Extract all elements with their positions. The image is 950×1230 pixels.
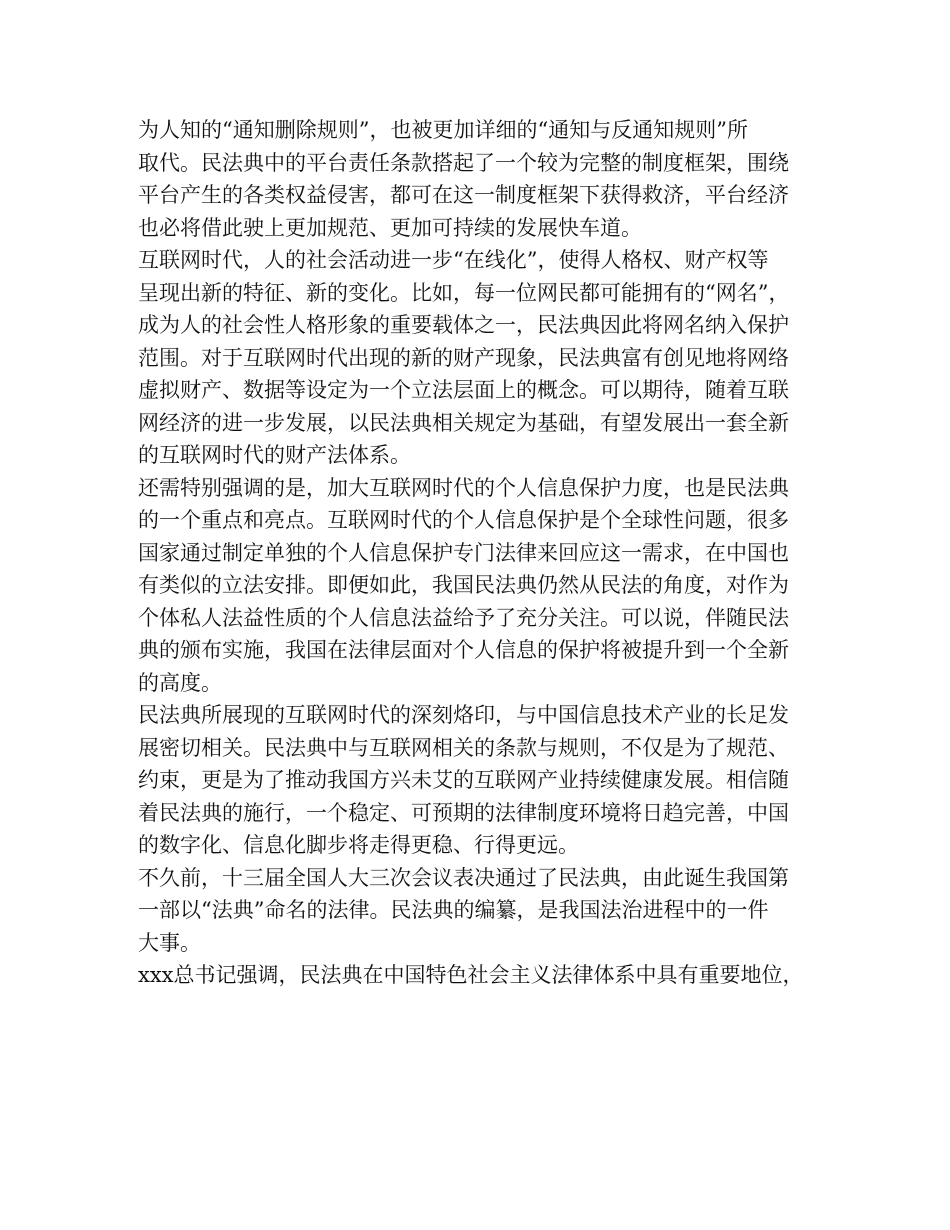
text-line: 的互联网时代的财产法体系。 (138, 443, 411, 467)
text-line: 不久前，十三届全国人大三次会议表决通过了民法典，由此诞生我国第 (138, 865, 789, 890)
paragraph-internet-industry (138, 699, 828, 862)
paragraph-personal-information (138, 472, 828, 700)
text-line: 个体私人法益性质的个人信息法益给予了充分关注。可以说，伴随民法 (138, 605, 789, 630)
paragraph-emphasis (138, 959, 828, 992)
document-page (138, 114, 828, 992)
text-line: 呈现出新的特征、新的变化。比如，每一位网民都可能拥有的“网名”， (138, 280, 790, 305)
text-line: 典的颁布实施，我国在法律层面对个人信息的保护将被提升到一个全新 (138, 638, 789, 662)
text-line: 成为人的社会性人格形象的重要载体之一，民法典因此将网名纳入保护 (138, 313, 789, 337)
paragraph-civil-code-adoption (138, 862, 828, 960)
text-line: 约束，更是为了推动我国方兴未艾的互联网产业持续健康发展。相信随 (138, 768, 789, 792)
text-line: 展密切相关。民法典中与互联网相关的条款与规则，不仅是为了规范、 (138, 735, 789, 760)
text-line: xxx总书记强调，民法典在中国特色社会主义法律体系中具有重要地位， (138, 963, 804, 987)
text-line: 的高度。 (138, 670, 222, 695)
text-line: 为人知的“通知删除规则”，也被更加详细的“通知与反通知规则”所 (138, 118, 748, 142)
paragraph-online-rights (138, 244, 828, 472)
text-line: 的数字化、信息化脚步将走得更稳、行得更远。 (138, 833, 579, 857)
text-line: 也必将借此驶上更加规范、更加可持续的发展快车道。 (138, 215, 642, 240)
text-line: 网经济的进一步发展，以民法典相关规定为基础，有望发展出一套全新 (138, 410, 789, 435)
text-line: 一部以“法典”命名的法律。民法典的编纂，是我国法治进程中的一件 (138, 898, 769, 922)
text-line: 有类似的立法安排。即便如此，我国民法典仍然从民法的角度，对作为 (138, 573, 789, 597)
text-line: 平台产生的各类权益侵害，都可在这一制度框架下获得救济，平台经济 (138, 183, 789, 207)
text-line: 民法典所展现的互联网时代的深刻烙印，与中国信息技术产业的长足发 (138, 703, 789, 727)
text-line: 还需特别强调的是，加大互联网时代的个人信息保护力度，也是民法典 (138, 475, 789, 500)
text-line: 大事。 (138, 930, 201, 955)
text-line: 着民法典的施行，一个稳定、可预期的法律制度环境将日趋完善，中国 (138, 800, 789, 825)
text-line: 范围。对于互联网时代出现的新的财产现象，民法典富有创见地将网络 (138, 345, 789, 370)
text-line: 的一个重点和亮点。互联网时代的个人信息保护是个全球性问题，很多 (138, 508, 789, 532)
text-line: 互联网时代，人的社会活动进一步“在线化”，使得人格权、财产权等 (138, 248, 769, 272)
text-line: 虚拟财产、数据等设定为一个立法层面上的概念。可以期待，随着互联 (138, 378, 789, 402)
paragraph-platform-liability (138, 114, 828, 244)
text-line: 取代。民法典中的平台责任条款搭起了一个较为完整的制度框架，围绕 (138, 150, 789, 175)
text-line: 国家通过制定单独的个人信息保护专门法律来回应这一需求，在中国也 (138, 540, 789, 565)
